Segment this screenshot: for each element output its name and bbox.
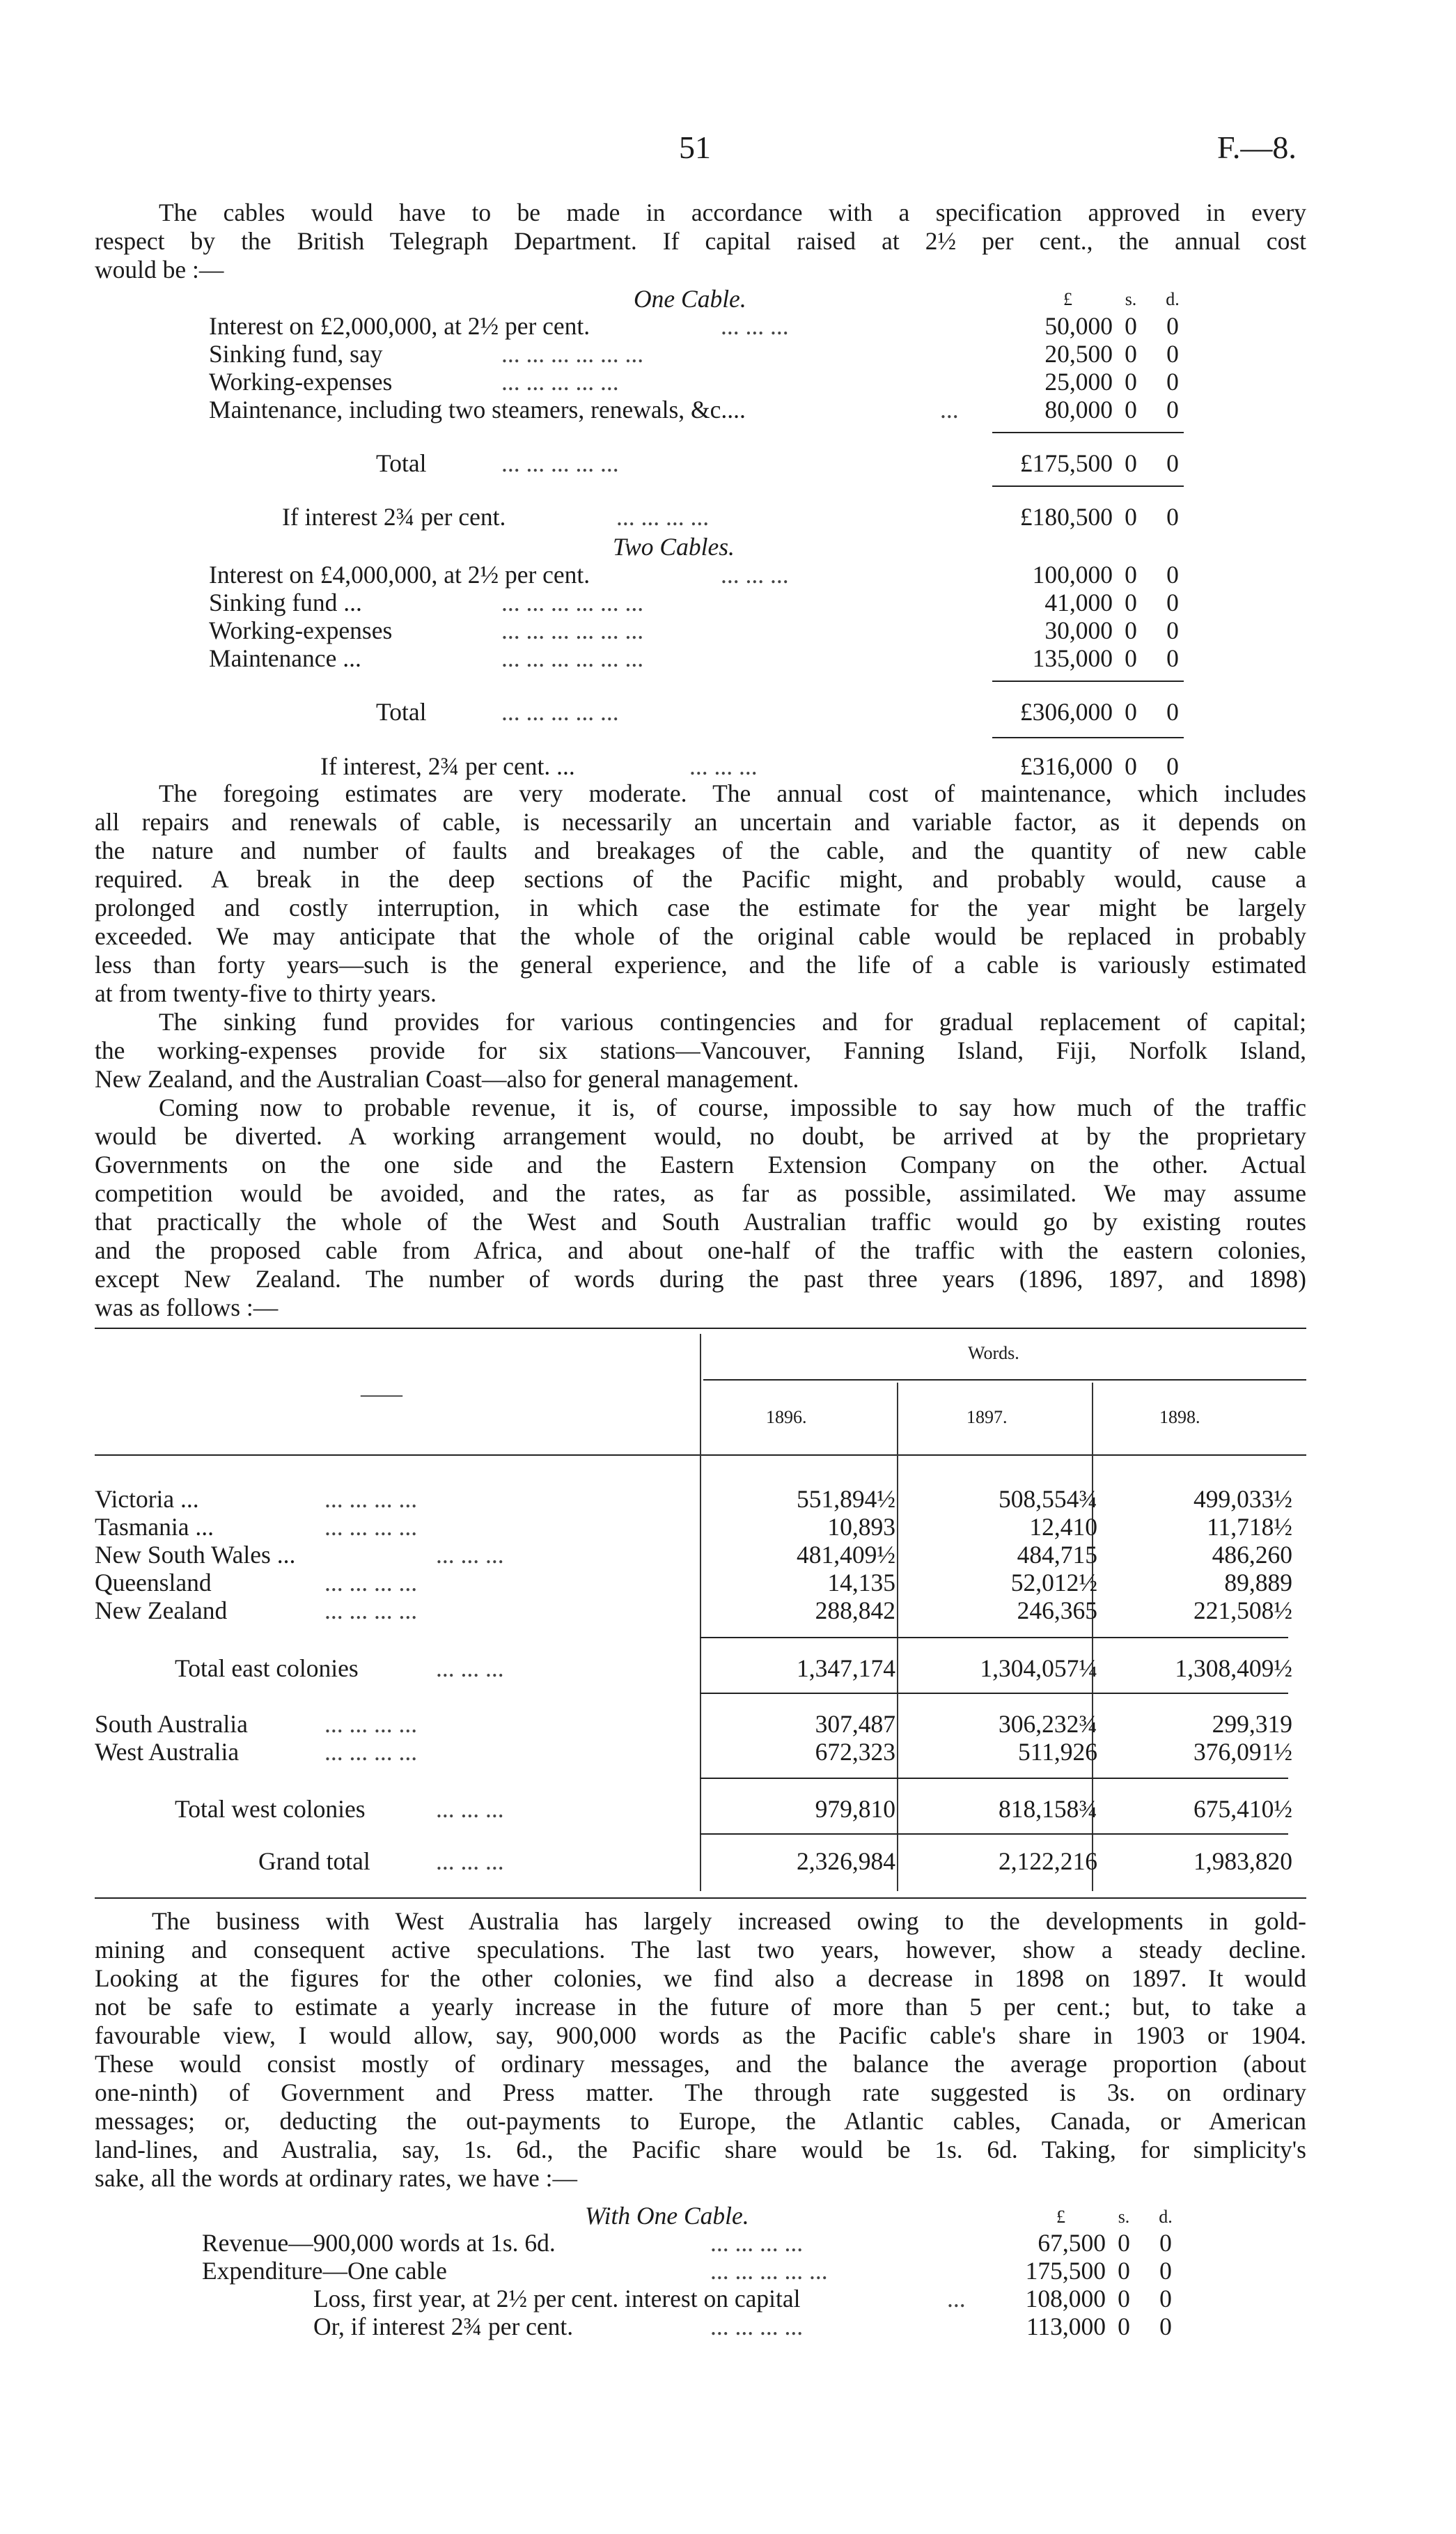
one-cable-col-heads xyxy=(209,286,1191,313)
row-label: Revenue—900,000 words at 1s. 6d. xyxy=(202,2229,556,2257)
pounds-col-head: £ xyxy=(1063,289,1072,309)
text-line: at from twenty-five to thirty years. xyxy=(95,979,437,1007)
row-pence: 0 xyxy=(1166,561,1179,589)
alt-pence: 0 xyxy=(1166,752,1179,780)
leader-dots: ... ... ... xyxy=(436,1541,504,1569)
year-header-1898: 1898. xyxy=(1159,1407,1200,1427)
table-row xyxy=(95,1596,1306,1624)
leader-dots: ... ... ... ... ... xyxy=(501,449,619,477)
row-shillings: 0 xyxy=(1125,340,1137,368)
table-row xyxy=(95,1738,1306,1766)
row-amount: 67,500 xyxy=(1038,2229,1106,2257)
page-number: 51 xyxy=(679,130,711,165)
two-cables-heading: Two Cables. xyxy=(613,533,735,561)
table-top-rule xyxy=(95,1328,1306,1329)
row-pence: 0 xyxy=(1166,396,1179,423)
value-1896: 14,135 xyxy=(827,1569,895,1596)
value-1898: 299,319 xyxy=(1212,1710,1292,1738)
table-row xyxy=(95,1569,1306,1596)
leader-dots: ... ... ... ... xyxy=(324,1485,418,1513)
text-line: was as follows :— xyxy=(95,1293,279,1321)
alt-pence: 0 xyxy=(1166,503,1179,531)
table-row xyxy=(95,1513,1306,1541)
text-line: The sinking fund provides for various contingencies and for gradual replacement of capital; xyxy=(159,1008,1306,1036)
two-cables-row xyxy=(209,589,1191,616)
value-1896: 288,842 xyxy=(815,1596,895,1624)
row-label: Interest on £2,000,000, at 2½ per cent. xyxy=(209,312,590,340)
row-shillings: 0 xyxy=(1118,2313,1130,2340)
row-amount: 25,000 xyxy=(1044,368,1113,396)
total-amount: £306,000 xyxy=(1019,698,1113,726)
subtotal-rule xyxy=(992,681,1184,682)
value-1897: 52,012½ xyxy=(1010,1569,1097,1596)
total-shillings: 0 xyxy=(1125,449,1137,477)
row-pence: 0 xyxy=(1166,312,1179,340)
leader-dots: ... ... ... xyxy=(721,312,789,340)
text-line: prolonged and costly interruption, in which case the estimate for the year might be largely xyxy=(95,894,1306,922)
row-amount: 50,000 xyxy=(1044,312,1113,340)
total-label: Total xyxy=(376,449,427,477)
two-cables-row xyxy=(209,616,1191,644)
text-line: the working-expenses provide for six stations—Vancouver, Fanning Island, Fiji, Norfolk Island, xyxy=(95,1036,1306,1064)
value-1898: 486,260 xyxy=(1212,1541,1292,1569)
leader-dots: ... ... ... ... xyxy=(324,1596,418,1624)
row-shillings: 0 xyxy=(1118,2229,1130,2257)
leader-dots: ... ... ... ... xyxy=(710,2229,804,2257)
row-pence: 0 xyxy=(1159,2313,1172,2340)
total-shillings: 0 xyxy=(1125,698,1137,726)
row-amount: 100,000 xyxy=(1032,561,1113,589)
text-line: and the proposed cable from Africa, and about one-half of the traffic with the eastern colonies, xyxy=(95,1236,1306,1264)
alt-shillings: 0 xyxy=(1125,752,1137,780)
colony-name: New South Wales ... xyxy=(95,1541,296,1569)
row-label: Interest on £4,000,000, at 2½ per cent. xyxy=(209,561,590,589)
one-cable-row xyxy=(209,312,1191,340)
leader-dots: ... ... ... ... xyxy=(324,1710,418,1738)
value-1897: 508,554¾ xyxy=(999,1485,1097,1513)
row-amount: 30,000 xyxy=(1044,616,1113,644)
leader-dots: ... ... ... ... xyxy=(324,1738,418,1766)
leader-dots: ... ... ... xyxy=(436,1847,504,1875)
total-west-row xyxy=(95,1795,1306,1823)
colony-name: Queensland xyxy=(95,1569,212,1596)
row-shillings: 0 xyxy=(1125,368,1137,396)
leader-dots: ... ... ... xyxy=(721,561,789,589)
text-line: required. A break in the deep sections of the Pacific might, and probably would, cause a xyxy=(95,865,1306,893)
total-1896: 2,326,984 xyxy=(797,1847,895,1875)
leader-dots: ... ... ... ... ... ... xyxy=(501,340,644,368)
text-line: Looking at the figures for the other colonies, we find also a decrease in 1898 on 1897. It would xyxy=(95,1964,1306,1992)
text-line: Governments on the one side and the Eastern Extension Company on the other. Actual xyxy=(95,1151,1306,1179)
total-rule xyxy=(992,737,1184,738)
row-amount: 108,000 xyxy=(1025,2285,1106,2313)
one-cable-heading: One Cable. xyxy=(634,285,746,313)
row-amount: 20,500 xyxy=(1044,340,1113,368)
total-label: Total west colonies xyxy=(175,1795,366,1823)
value-1897: 511,926 xyxy=(1017,1738,1097,1766)
row-pence: 0 xyxy=(1166,589,1179,616)
revenue-paragraph xyxy=(95,1094,1306,1322)
total-1896: 979,810 xyxy=(815,1795,895,1823)
total-east-row xyxy=(95,1654,1306,1682)
with-one-cable-heading: With One Cable. xyxy=(585,2202,749,2230)
text-line: one-ninth) of Government and Press matter. The through rate suggested is 3s. on ordinary xyxy=(95,2078,1306,2106)
one-cable-total xyxy=(209,449,1191,477)
row-amount: 175,500 xyxy=(1025,2257,1106,2285)
year-header-1896: 1896. xyxy=(766,1407,807,1427)
row-amount: 41,000 xyxy=(1044,589,1113,616)
leader-dots: ... ... ... ... ... xyxy=(501,368,619,396)
text-line: land-lines, and Australia, say, 1s. 6d., the Pacific share would be 1s. 6d. Taking, for simplicity's xyxy=(95,2136,1306,2163)
alt-label: If interest 2¾ per cent. xyxy=(282,503,506,531)
alt-amount: £180,500 xyxy=(1019,503,1113,531)
leader-dots: ... ... ... ... xyxy=(616,503,710,531)
total-rule xyxy=(992,485,1184,487)
pounds-col-head: £ xyxy=(1056,2207,1065,2227)
one-cable-row xyxy=(209,396,1191,423)
table-row xyxy=(95,1485,1306,1513)
text-line: would be :— xyxy=(95,256,224,283)
value-1898: 221,508½ xyxy=(1193,1596,1292,1624)
leader-dots: ... ... ... ... xyxy=(710,2313,804,2340)
text-line: not be safe to estimate a yearly increase in the future of more than 5 per cent.; but, to take a xyxy=(95,1993,1306,2021)
row-label: Maintenance ... xyxy=(209,644,361,672)
total-label: Grand total xyxy=(258,1847,370,1875)
leader-dots: ... xyxy=(940,396,959,423)
total-label: Total east colonies xyxy=(175,1654,359,1682)
row-shillings: 0 xyxy=(1118,2285,1130,2313)
row-label: Working-expenses xyxy=(209,368,393,396)
text-line: mining and consequent active speculations. The last two years, however, show a steady decline. xyxy=(95,1936,1306,1964)
total-1897: 1,304,057¼ xyxy=(980,1654,1097,1682)
value-1896: 481,409½ xyxy=(797,1541,895,1569)
row-amount: 135,000 xyxy=(1032,644,1113,672)
alt-shillings: 0 xyxy=(1125,503,1137,531)
subtotal-rule xyxy=(700,1833,1288,1835)
value-1897: 306,232¾ xyxy=(999,1710,1097,1738)
table-row xyxy=(95,1541,1306,1569)
row-amount: 113,000 xyxy=(1026,2313,1106,2340)
subtotal-rule xyxy=(700,1637,1288,1638)
shillings-col-head: s. xyxy=(1125,289,1137,309)
text-line: The cables would have to be made in accordance with a specification approved in every xyxy=(159,199,1306,226)
year-header-1897: 1897. xyxy=(966,1407,1008,1427)
text-line: The foregoing estimates are very moderate. The annual cost of maintenance, which includes xyxy=(159,779,1306,807)
row-pence: 0 xyxy=(1166,368,1179,396)
with-one-cable-col-heads xyxy=(202,2203,1184,2231)
colony-name: South Australia xyxy=(95,1710,248,1738)
leader-dots: ... ... ... ... ... ... xyxy=(501,616,644,644)
row-shillings: 0 xyxy=(1125,644,1137,672)
text-line: that practically the whole of the West and South Australian traffic would go by existing routes xyxy=(95,1208,1306,1236)
with-one-cable-row xyxy=(202,2257,1184,2285)
row-pence: 0 xyxy=(1166,616,1179,644)
document-reference: F.—8. xyxy=(1217,130,1297,165)
text-line: the nature and number of faults and breakages of the cable, and the quantity of new cable xyxy=(95,837,1306,864)
leader-dots: ... ... ... ... xyxy=(324,1569,418,1596)
row-shillings: 0 xyxy=(1125,589,1137,616)
text-line: would be diverted. A working arrangement would, no doubt, be arrived at by the proprietary xyxy=(95,1122,1306,1150)
colony-name: Tasmania ... xyxy=(95,1513,214,1541)
two-cables-alt-interest xyxy=(209,752,1191,780)
pence-col-head: d. xyxy=(1159,2207,1173,2227)
alt-amount: £316,000 xyxy=(1019,752,1113,780)
row-label: Sinking fund, say xyxy=(209,340,383,368)
words-group-header: Words. xyxy=(968,1343,1019,1363)
row-label: Maintenance, including two steamers, renewals, &c.... xyxy=(209,396,746,423)
total-1897: 2,122,216 xyxy=(999,1847,1097,1875)
text-line: These would consist mostly of ordinary messages, and the balance the average proportion (about xyxy=(95,2050,1306,2078)
with-one-cable-row xyxy=(202,2229,1184,2257)
total-1898: 1,983,820 xyxy=(1193,1847,1292,1875)
subtotal-rule xyxy=(700,1778,1288,1779)
one-cable-row xyxy=(209,368,1191,396)
row-pence: 0 xyxy=(1166,340,1179,368)
two-cables-row xyxy=(209,644,1191,672)
sinking-fund-paragraph xyxy=(95,1008,1306,1094)
leader-dots: ... ... ... ... ... ... xyxy=(501,644,644,672)
two-cables-total xyxy=(209,698,1191,726)
estimates-paragraph xyxy=(95,779,1306,1008)
leader-dots: ... ... ... ... ... ... xyxy=(501,589,644,616)
row-shillings: 0 xyxy=(1125,561,1137,589)
value-1898: 376,091½ xyxy=(1193,1738,1292,1766)
text-line: favourable view, I would allow, say, 900,000 words as the Pacific cable's share in 1903 or 1904. xyxy=(95,2021,1306,2049)
total-pence: 0 xyxy=(1166,449,1179,477)
leader-dots: ... xyxy=(947,2285,966,2313)
row-label: Sinking fund ... xyxy=(209,589,362,616)
text-line: Coming now to probable revenue, it is, of course, impossible to say how much of the traffic xyxy=(159,1094,1306,1121)
row-amount: 80,000 xyxy=(1044,396,1113,423)
intro-paragraph xyxy=(95,199,1306,284)
leader-dots: ... ... ... ... ... xyxy=(710,2257,828,2285)
value-1896: 10,893 xyxy=(827,1513,895,1541)
grand-total-row xyxy=(95,1847,1306,1875)
row-shillings: 0 xyxy=(1125,616,1137,644)
total-1896: 1,347,174 xyxy=(797,1654,895,1682)
with-one-cable-row xyxy=(202,2313,1184,2340)
text-line: competition would be avoided, and the rates, as far as possible, assimilated. We may assume xyxy=(95,1179,1306,1207)
total-1897: 818,158¾ xyxy=(999,1795,1097,1823)
row-label: Or, if interest 2¾ per cent. xyxy=(313,2313,574,2340)
text-line: messages; or, deducting the out-payments to Europe, the Atlantic cables, Canada, or American xyxy=(95,2107,1306,2135)
total-1898: 675,410½ xyxy=(1193,1795,1292,1823)
text-line: exceeded. We may anticipate that the whole of the original cable would be replaced in probably xyxy=(95,922,1306,950)
value-1896: 551,894½ xyxy=(797,1485,895,1513)
text-line: sake, all the words at ordinary rates, we have :— xyxy=(95,2164,577,2192)
total-amount: £175,500 xyxy=(1019,449,1113,477)
shillings-col-head: s. xyxy=(1118,2207,1130,2227)
row-pence: 0 xyxy=(1166,644,1179,672)
row-pence: 0 xyxy=(1159,2257,1172,2285)
leader-dots: ... ... ... xyxy=(436,1795,504,1823)
colony-name: West Australia xyxy=(95,1738,240,1766)
total-1898: 1,308,409½ xyxy=(1175,1654,1292,1682)
text-line: less than forty years—such is the general experience, and the life of a cable is variously estimated xyxy=(95,951,1306,979)
value-1898: 89,889 xyxy=(1224,1569,1292,1596)
value-1897: 246,365 xyxy=(1017,1596,1097,1624)
value-1897: 484,715 xyxy=(1017,1541,1097,1569)
subtotal-rule xyxy=(992,432,1184,433)
row-label: Loss, first year, at 2½ per cent. interest on capital xyxy=(313,2285,801,2313)
group-header-rule xyxy=(703,1379,1306,1381)
two-cables-row xyxy=(209,561,1191,589)
business-paragraph xyxy=(95,1907,1306,2193)
text-line: New Zealand, and the Australian Coast—also for general management. xyxy=(95,1065,799,1093)
row-shillings: 0 xyxy=(1125,312,1137,340)
row-pence: 0 xyxy=(1159,2229,1172,2257)
row-label: Working-expenses xyxy=(209,616,393,644)
value-1896: 307,487 xyxy=(815,1710,895,1738)
leader-dots: ... ... ... ... xyxy=(324,1513,418,1541)
colony-name: New Zealand xyxy=(95,1596,228,1624)
text-line: respect by the British Telegraph Department. If capital raised at 2½ per cent., the annual cost xyxy=(95,227,1306,255)
leader-dots: ... ... ... xyxy=(436,1654,504,1682)
text-line: except New Zealand. The number of words during the past three years (1896, 1897, and 1898) xyxy=(95,1265,1306,1293)
row-shillings: 0 xyxy=(1125,396,1137,423)
value-1896: 672,323 xyxy=(815,1738,895,1766)
pence-col-head: d. xyxy=(1166,289,1180,309)
row-label: Expenditure—One cable xyxy=(202,2257,447,2285)
text-line: The business with West Australia has largely increased owing to the developments in gold- xyxy=(152,1907,1306,1935)
subtotal-rule xyxy=(700,1693,1288,1694)
alt-label: If interest, 2¾ per cent. ... xyxy=(320,752,575,780)
total-label: Total xyxy=(376,698,427,726)
one-cable-row xyxy=(209,340,1191,368)
row-shillings: 0 xyxy=(1118,2257,1130,2285)
total-pence: 0 xyxy=(1166,698,1179,726)
stub-dash: —— xyxy=(361,1383,402,1406)
leader-dots: ... ... ... xyxy=(689,752,758,780)
table-bottom-rule xyxy=(95,1897,1306,1899)
with-one-cable-row xyxy=(202,2285,1184,2313)
text-line: all repairs and renewals of cable, is necessarily an uncertain and variable factor, as it depends on xyxy=(95,808,1306,836)
value-1898: 11,718½ xyxy=(1207,1513,1292,1541)
value-1897: 12,410 xyxy=(1029,1513,1097,1541)
one-cable-alt-interest xyxy=(209,503,1191,531)
table-row xyxy=(95,1710,1306,1738)
leader-dots: ... ... ... ... ... xyxy=(501,698,619,726)
colony-name: Victoria ... xyxy=(95,1485,199,1513)
value-1898: 499,033½ xyxy=(1193,1485,1292,1513)
row-pence: 0 xyxy=(1159,2285,1172,2313)
